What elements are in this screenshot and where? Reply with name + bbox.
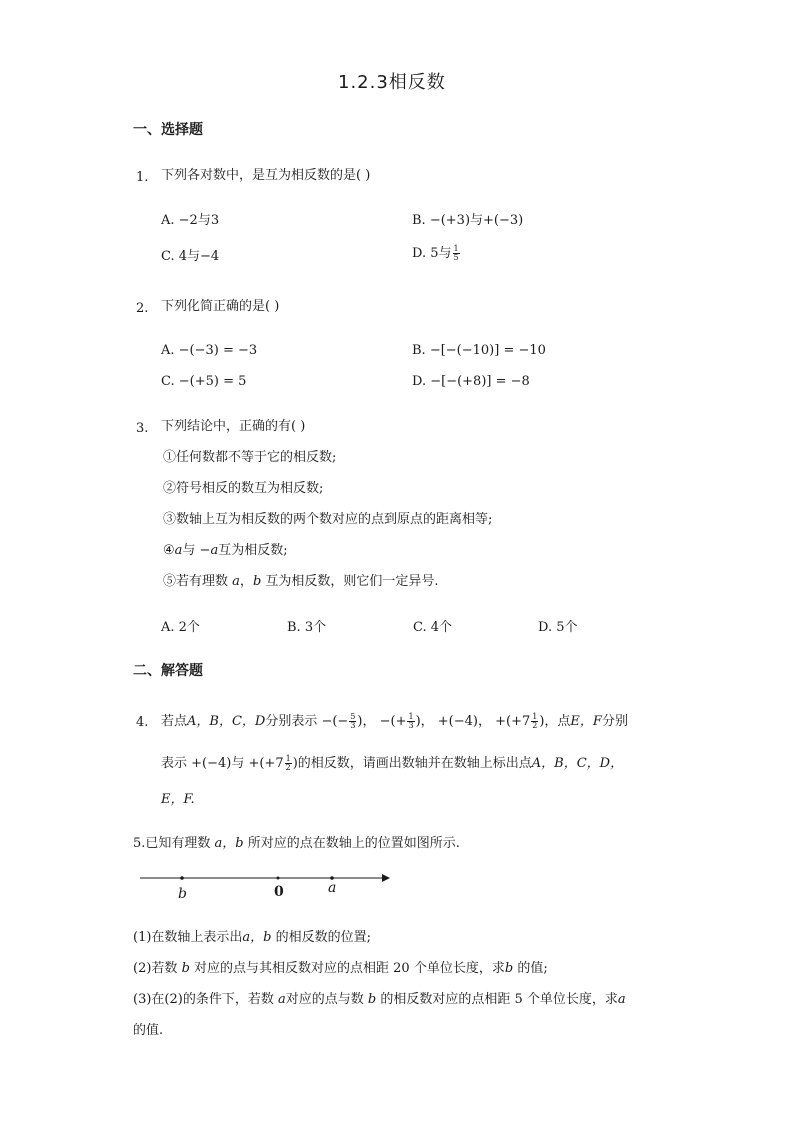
section-heading-choice: 一、选择题 [133, 122, 203, 138]
q5-part-2: (2)若数 b 对应的点与其相反数对应的点相距 20 个单位长度，求b 的值; [133, 961, 548, 976]
q4-line-3: E，F. [161, 792, 195, 807]
fraction-five-thirds: $\frac{5}{3}$ [350, 712, 356, 730]
q3-stem: 下列结论中，正确的有( ) [161, 419, 306, 434]
q2-option-d: D. −[−(+8)] = −8 [412, 374, 530, 389]
q3-option-a: A. 2个 [161, 620, 200, 635]
section-heading-answer: 二、解答题 [133, 663, 203, 679]
axis-label-a: a [328, 880, 337, 896]
q3-option-c: C. 4个 [413, 620, 453, 635]
q2-option-a: A. −(−3) = −3 [161, 343, 258, 358]
q1-stem: 下列各对数中，是互为相反数的是( ) [161, 168, 371, 183]
q1-option-d-label: D. 5与 [412, 246, 452, 261]
page-title: 1.2.3相反数 [338, 72, 446, 93]
q5-part-3-continued: 的值. [133, 1023, 164, 1038]
q2-option-b: B. −[−(−10)] = −10 [412, 343, 546, 358]
q2-stem: 下列化简正确的是( ) [161, 299, 280, 314]
q1-option-c: C. 4与−4 [161, 249, 220, 264]
fraction-one-fifth: $\frac{1}{5}$ [453, 244, 459, 262]
q3-number: 3. [136, 421, 149, 436]
fraction-one-half-2: $\frac{1}{2}$ [285, 754, 291, 772]
fraction-one-half: $\frac{1}{2}$ [532, 712, 538, 730]
q5-stem: 5.已知有理数 a，b 所对应的点在数轴上的位置如图所示. [133, 836, 460, 851]
q3-option-d: D. 5个 [538, 620, 578, 635]
q4-line-2: 表示 +(−4)与 +(+7 $\frac{1}{2}$ )的相反数，请画出数轴并在数轴上标出点A，B，C，D， [161, 754, 624, 772]
fraction-one-third: $\frac{1}{3}$ [408, 712, 414, 730]
axis-label-0: 0 [274, 884, 284, 900]
q3-statement-1: ①任何数都不等于它的相反数; [163, 450, 337, 465]
q1-number: 1. [136, 170, 149, 185]
q3-statement-3: ③数轴上互为相反数的两个数对应的点到原点的距离相等; [163, 512, 493, 527]
point-0 [277, 877, 280, 880]
q3-statement-2: ②符号相反的数互为相反数; [163, 481, 324, 496]
q1-option-b: B. −(+3)与+(−3) [412, 213, 524, 228]
q5-part-1: (1)在数轴上表示出a，b 的相反数的位置; [133, 930, 372, 945]
q3-statement-4: ④a与 −a互为相反数; [163, 543, 288, 558]
q4-number: 4. [136, 715, 149, 730]
q5-part-3: (3)在(2)的条件下，若数 a对应的点与数 b 的相反数对应的点相距 5 个单位长度，求a [133, 992, 626, 1007]
number-line-arrow-icon [382, 874, 390, 882]
point-b [180, 876, 184, 880]
q2-option-c: C. −(+5) = 5 [161, 374, 247, 389]
q3-statement-5: ⑤若有理数 a，b 互为相反数，则它们一定异号. [163, 574, 439, 589]
q2-number: 2. [136, 301, 149, 316]
q4-line-1: 若点A，B，C，D分别表示 −(− $\frac{5}{3}$ )， −(+ $\frac{1}{3}$ )， +(−4)， +(+7 $\frac{1}{2}$ )，点E，F分别 [161, 712, 628, 730]
q1-option-a: A. −2与3 [161, 213, 220, 228]
q3-option-b: B. 3个 [287, 620, 327, 635]
axis-label-b: b [178, 886, 187, 902]
